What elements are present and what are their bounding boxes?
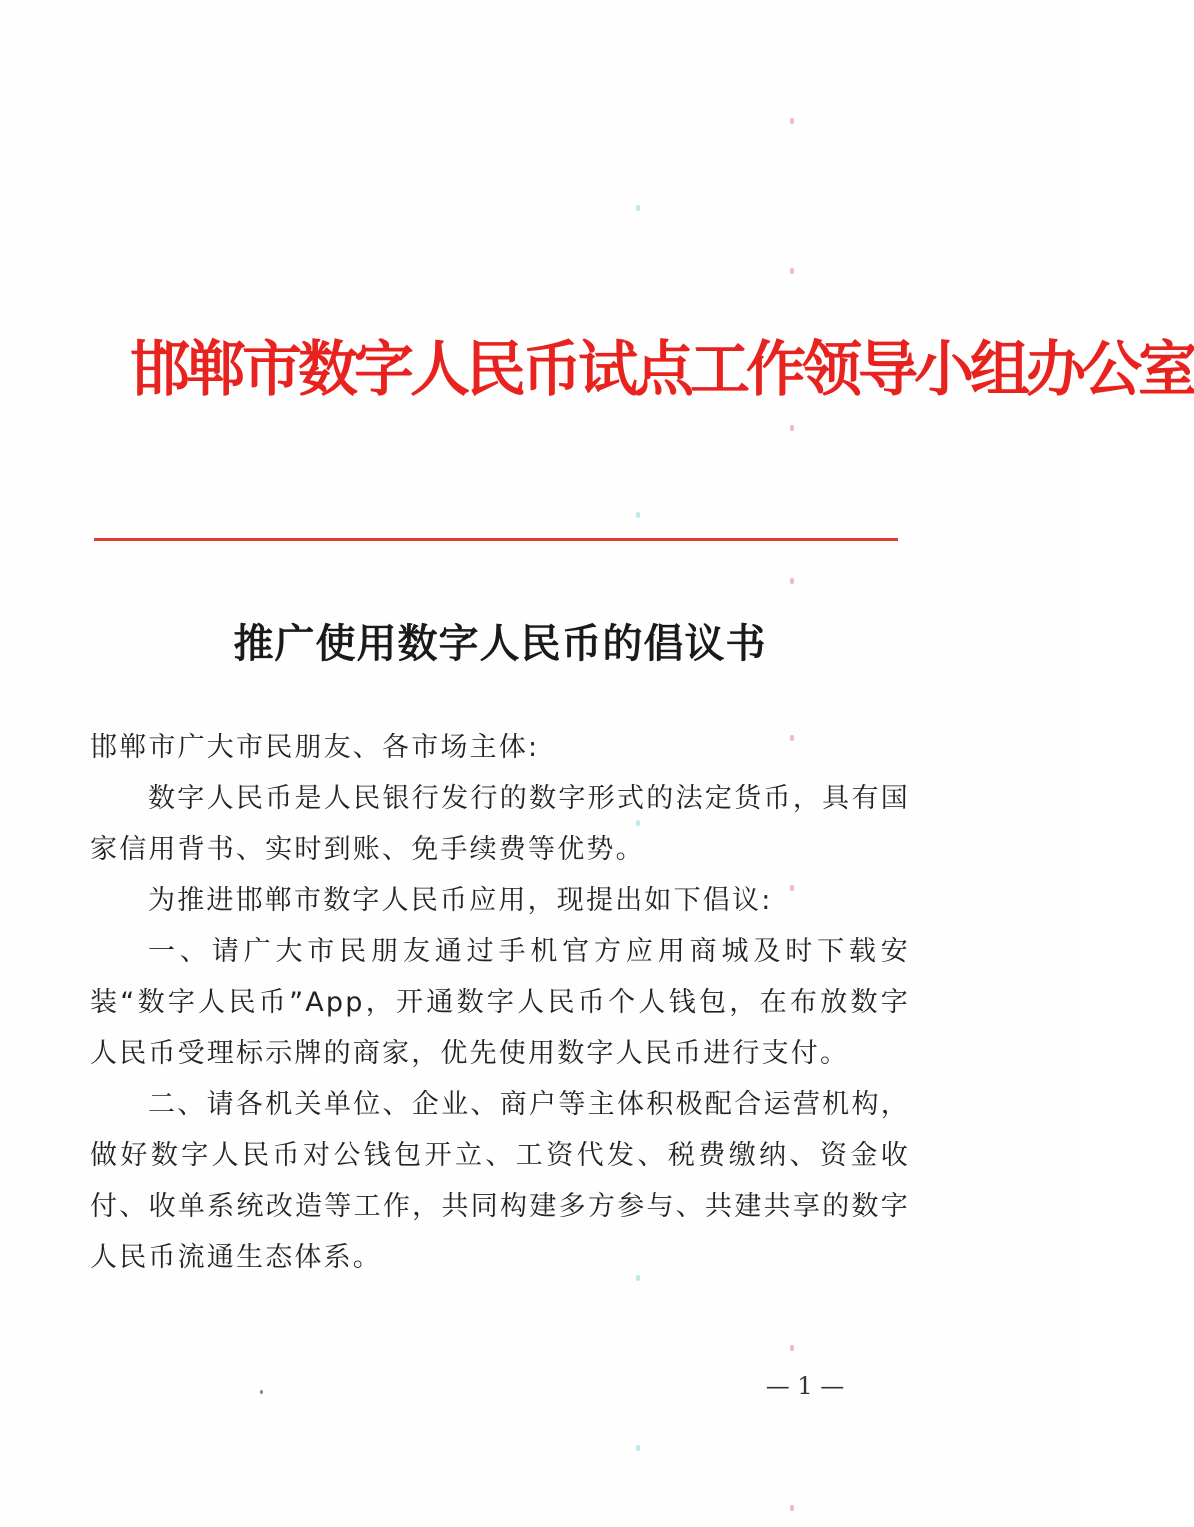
scan-speck xyxy=(636,820,640,826)
paragraph-item-one: 一、请广大市民朋友通过手机官方应用商城及时下载安装“数字人民币”App，开通数字人民币个人钱包，在布放数字人民币受理标示牌的商家，优先使用数字人民币进行支付。 xyxy=(90,936,910,1069)
scan-speck xyxy=(790,735,794,741)
document-body xyxy=(90,722,910,1283)
header-divider xyxy=(94,538,898,541)
salutation: 邯郸市广大市民朋友、各市场主体: xyxy=(90,732,540,763)
scan-speck xyxy=(636,1275,640,1281)
scan-speck xyxy=(636,1445,640,1451)
document-title: 推广使用数字人民币的倡议书 xyxy=(233,620,767,667)
scan-speck xyxy=(636,205,640,211)
paragraph-intro: 数字人民币是人民银行发行的数字形式的法定货币，具有国家信用背书、实时到账、免手续费等优势。 xyxy=(90,783,910,865)
scan-speck xyxy=(636,512,640,518)
scan-speck xyxy=(790,268,794,274)
scan-speck xyxy=(790,118,794,124)
issuer-header: 邯郸市数字人民币试点工作领导小组办公室 xyxy=(130,335,1194,405)
scan-speck xyxy=(790,885,794,891)
scan-speck xyxy=(260,1390,263,1394)
scan-speck xyxy=(790,425,794,431)
scan-speck xyxy=(790,1505,794,1511)
scan-speck xyxy=(790,578,794,584)
paragraph-item-two: 二、请各机关单位、企业、商户等主体积极配合运营机构，做好数字人民币对公钱包开立、工资代发、税费缴纳、资金收付、收单系统改造等工作，共同构建多方参与、共建共享的数字人民币流通生态体系。 xyxy=(90,1089,910,1273)
scan-speck xyxy=(790,1345,794,1351)
page-number: — 1 — xyxy=(765,1372,845,1400)
paragraph-proposal: 为推进邯郸市数字人民币应用，现提出如下倡议: xyxy=(148,885,773,916)
